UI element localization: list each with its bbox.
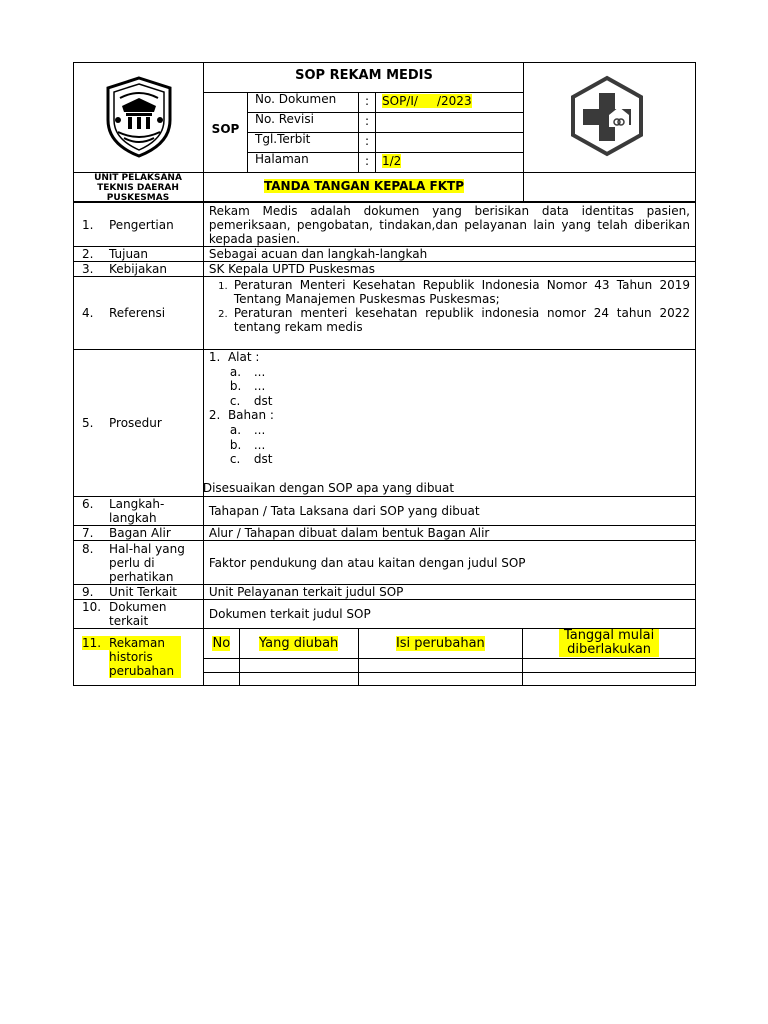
section-number: 3. (82, 262, 94, 276)
signature-field: TANDA TANGAN KEPALA FKTP (263, 179, 464, 193)
section-content: Faktor pendukung dan atau kaitan dengan judul SOP (203, 541, 695, 585)
section-row-tujuan (74, 247, 696, 262)
history-cell (358, 659, 523, 673)
section-number: 4. (82, 306, 94, 320)
section-content: Sebagai acuan dan langkah-langkah (203, 247, 695, 262)
field-sep: : (365, 94, 370, 108)
section-content: Unit Pelayanan terkait judul SOP (203, 585, 695, 600)
prosedur-sub-value: dst (253, 394, 273, 408)
section-content: Tahapan / Tata Laksana dari SOP yang dibuat (203, 497, 695, 526)
prosedur-sub-letter: a. (229, 365, 242, 379)
field-label-no-revisi: No. Revisi (255, 112, 314, 126)
section-content: Alur / Tahapan dibuat dalam bentuk Bagan Alir (203, 526, 695, 541)
field-label-tgl-terbit: Tgl.Terbit (255, 132, 311, 146)
document-title: SOP REKAM MEDIS (295, 68, 433, 83)
prosedur-sub-letter: c. (229, 394, 241, 408)
section-row-rekaman-historis (74, 629, 696, 659)
prosedur-sub-letter: c. (229, 452, 241, 466)
history-cell (358, 673, 523, 686)
section-label: Pengertian (109, 217, 174, 232)
section-number: 8. (82, 541, 94, 556)
section-content: SK Kepala UPTD Puskesmas (203, 262, 695, 277)
section-label: Dokumen terkait (109, 600, 167, 628)
section-content: Dokumen terkait judul SOP (203, 600, 695, 629)
prosedur-sub-value: ... (253, 423, 266, 437)
section-label: Langkah-langkah (109, 497, 165, 525)
section-number: 5. (82, 416, 94, 430)
history-col-yang-diubah: Yang diubah (259, 636, 339, 651)
section-content: Rekam Medis adalah dokumen yang berisikan data identitas pasien, pemeriksaan, pengobatan, tindakan,dan pelayanan lain yang telah diberikan kepada pasien. (203, 203, 695, 247)
prosedur-sub-value: dst (253, 452, 273, 466)
section-number: 10. (82, 600, 102, 614)
reference-item: 2. Peraturan menteri kesehatan republik indonesia nomor 24 tahun 2022 tentang rekam medis (231, 306, 690, 334)
history-cell (523, 659, 696, 673)
field-sep: : (365, 114, 370, 128)
history-col-tanggal: Tanggal mulai diberlakukan (559, 629, 659, 657)
section-row-langkah (74, 497, 696, 526)
prosedur-alat: 1. Alat : (208, 350, 260, 364)
field-value-no-dokumen: SOP/I/ /2023 (382, 94, 472, 108)
reference-list (209, 278, 690, 334)
section-number: 2. (82, 247, 94, 261)
field-label-no-dokumen: No. Dokumen (255, 92, 337, 106)
puskesmas-cross-logo (569, 75, 645, 157)
section-label: Tujuan (109, 247, 149, 261)
prosedur-sub-value: ... (253, 438, 266, 452)
section-label: Unit Terkait (109, 585, 177, 599)
field-label-halaman: Halaman (255, 152, 309, 166)
section-row-hal-hal (74, 541, 696, 585)
section-label: Kebijakan (109, 262, 167, 276)
unit-name: UNIT PELAKSANA TEKNIS DAERAH PUSKESMAS (94, 173, 182, 203)
section-number: 9. (82, 585, 94, 599)
history-col-no: No (212, 636, 231, 651)
prosedur-bahan: 2. Bahan : (208, 408, 274, 422)
history-col-isi-perubahan: Isi perubahan (395, 636, 485, 651)
regional-crest-logo (104, 76, 174, 158)
prosedur-sub-letter: b. (229, 379, 242, 393)
section-number: 7. (82, 526, 94, 540)
prosedur-sub-value: ... (253, 379, 266, 393)
section-label: Bagan Alir (109, 526, 171, 540)
prosedur-sub-value: ... (253, 365, 266, 379)
section-label: Prosedur (109, 416, 162, 430)
section-number: 11. (82, 636, 109, 650)
prosedur-note: Disesuaikan dengan SOP apa yang dibuat (202, 481, 455, 495)
section-label: Rekaman historis perubahan (109, 636, 181, 678)
history-cell (239, 659, 358, 673)
section-row-bagan-alir (74, 526, 696, 541)
prosedur-sub-letter: a. (229, 423, 242, 437)
history-cell (203, 673, 239, 686)
section-row-kebijakan (74, 262, 696, 277)
field-sep: : (365, 154, 370, 168)
section-row-pengertian (74, 203, 696, 247)
section-row-dokumen-terkait (74, 600, 696, 629)
section-row-prosedur (74, 350, 696, 497)
section-label: Hal-hal yang perlu di perhatikan (109, 541, 185, 584)
section-row-referensi (74, 277, 696, 350)
reference-item: 1. Peraturan Menteri Kesehatan Republik Indonesia Nomor 43 Tahun 2019 Tentang Manajemen Puskesmas Puskesmas; (231, 278, 690, 306)
prosedur-sub-letter: b. (229, 438, 242, 452)
history-cell (523, 673, 696, 686)
sop-label: SOP (211, 122, 240, 136)
section-number: 6. (82, 497, 94, 511)
history-cell (203, 659, 239, 673)
field-sep: : (365, 134, 370, 148)
history-cell (239, 673, 358, 686)
sop-header (73, 62, 696, 202)
section-number: 1. (82, 217, 94, 232)
sop-sections-table (73, 202, 696, 686)
field-value-halaman: 1/2 (382, 154, 402, 168)
section-row-unit-terkait (74, 585, 696, 600)
section-label: Referensi (109, 306, 166, 320)
